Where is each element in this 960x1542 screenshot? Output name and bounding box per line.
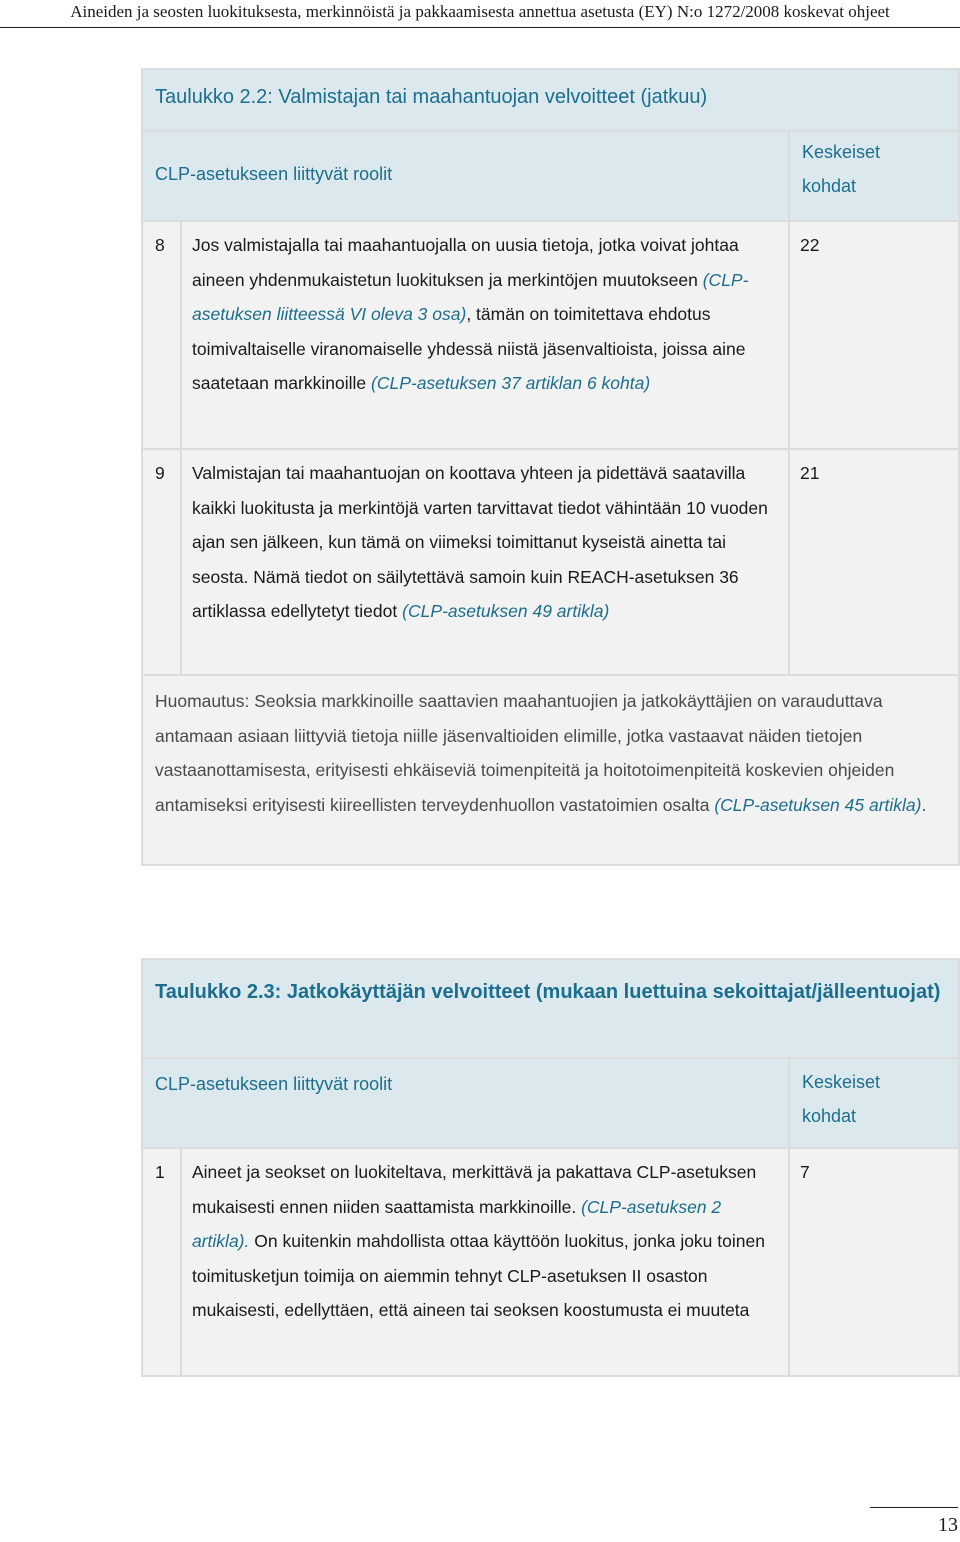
legal-reference: (CLP-asetuksen 37 artiklan 6 kohta) xyxy=(371,373,651,394)
row-text: Valmistajan tai maahantuojan on koottava yhteen ja pidettävä saatavilla kaikki luokitusta ja merkintöjä varten tarvittavat tiedot vähintään 10 vuoden ajan sen jälkeen, kun tämä on viimeksi toimittanut kyseistä ainetta tai seosta. Nämä tiedot on säilytettävä samoin kuin REACH-asetuksen 36 artiklassa edellytetyt tiedot (CLP-asetuksen 49 artikla) xyxy=(181,449,789,675)
legal-reference: (CLP-asetuksen liitteessä VI oleva 3 osa) xyxy=(192,269,749,325)
row-number: 9 xyxy=(142,449,181,675)
row-key-points: 21 xyxy=(789,449,959,675)
row-text: Jos valmistajalla tai maahantuojalla on uusia tietoja, jotka voivat johtaa aineen yhdenmukaistetun luokituksen ja merkintöjen muutokseen (CLP-asetuksen liitteessä VI oleva 3 osa), tämän on toimitettava ehdotus toimivaltaiselle viranomaiselle yhdessä niistä jäsenvaltioista, joissa aine saatetaan markkinoille (CLP-asetuksen 37 artiklan 6 kohta) xyxy=(181,221,789,449)
row-number: 8 xyxy=(142,221,181,449)
legal-reference: (CLP-asetuksen 45 artikla) xyxy=(714,794,922,815)
table-row xyxy=(142,1148,959,1376)
row-number: 1 xyxy=(142,1148,181,1376)
table-title: Taulukko 2.2: Valmistajan tai maahantuojan velvoitteet (jatkuu) xyxy=(142,69,959,131)
column-header-roles: CLP-asetukseen liittyvät roolit xyxy=(142,131,789,221)
row-text: Aineet ja seokset on luokiteltava, merkittävä ja pakattava CLP-asetuksen mukaisesti ennen niiden saattamista markkinoille. (CLP-asetuksen 2 artikla). On kuitenkin mahdollista ottaa käyttöön luokitus, jonka joku toinen toimitusketjun toimija on aiemmin tehnyt CLP-asetuksen II osaston mukaisesti, edellyttäen, että aineen tai seoksen koostumusta ei muuteta xyxy=(181,1148,789,1376)
table-row xyxy=(142,449,959,675)
page-number: 13 xyxy=(870,1507,958,1536)
table-note: Huomautus: Seoksia markkinoille saattavien maahantuojien ja jatkokäyttäjien on varauduttava antamaan asiaan liittyviä tietoja niille jäsenvaltioiden elimille, jotka vastaavat näiden tietojen vastaanottamisesta, erityisesti ehkäiseviä toimenpiteitä ja hoitotoimenpiteitä koskevien ohjeiden antamiseksi erityisesti kiireellisten terveydenhuollon vastatoimien osalta (CLP-asetuksen 45 artikla). xyxy=(142,675,959,865)
legal-reference: (CLP-asetuksen 49 artikla) xyxy=(402,601,610,622)
row-key-points: 7 xyxy=(789,1148,959,1376)
running-header: Aineiden ja seosten luokituksesta, merkinnöistä ja pakkaamisesta annettua asetusta (EY) N:o 1272/2008 koskevat ohjeet xyxy=(0,0,960,28)
table-2-3 xyxy=(141,958,960,1377)
table-title: Taulukko 2.3: Jatkokäyttäjän velvoitteet (mukaan luettuina sekoittajat/jälleentuojat) xyxy=(142,959,959,1058)
table-2-2 xyxy=(141,68,960,866)
legal-reference: (CLP-asetuksen 2 artikla). xyxy=(192,1196,722,1252)
column-header-roles: CLP-asetukseen liittyvät roolit xyxy=(142,1058,789,1148)
row-key-points: 22 xyxy=(789,221,959,449)
column-header-key-points: Keskeiset kohdat xyxy=(789,1058,959,1148)
column-header-key-points: Keskeiset kohdat xyxy=(789,131,959,221)
table-row xyxy=(142,221,959,449)
